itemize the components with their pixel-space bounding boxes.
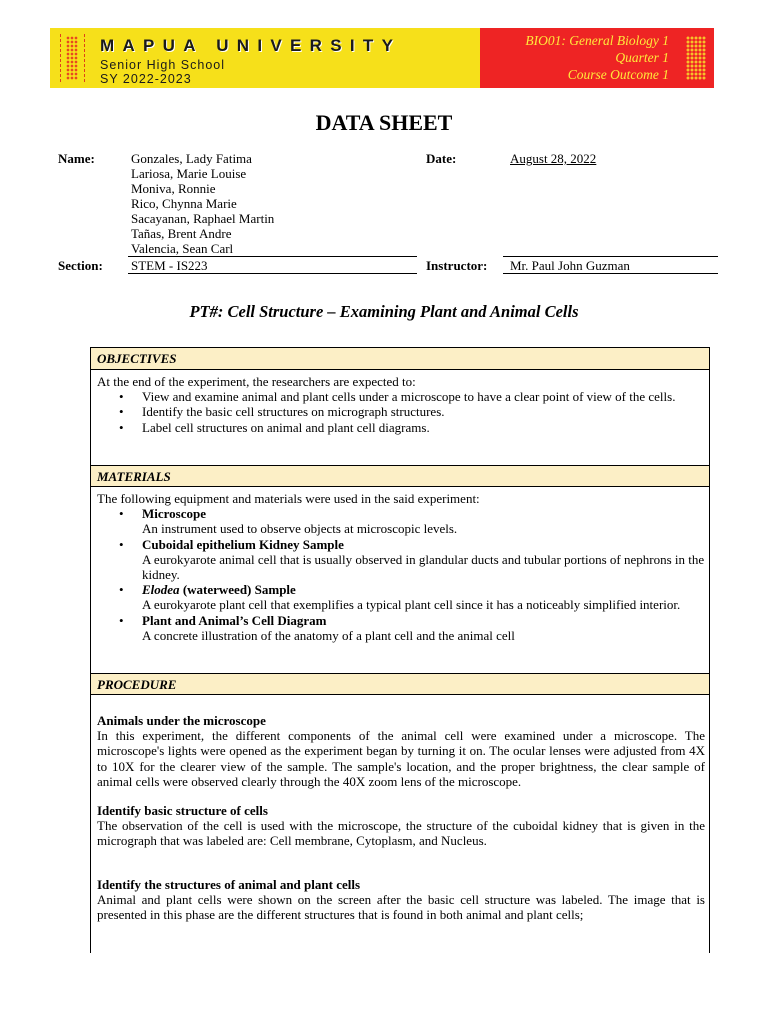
dot-pattern-decoration [686,36,706,80]
name-entry: Sacayanan, Raphael Martin [131,211,275,226]
course-outcome: Course Outcome 1 [567,67,669,82]
name-entry: Gonzales, Lady Fatima [131,151,252,166]
procedure-paragraph: In this experiment, the different components of the animal cell were examined under a microscope. The microscope's lights were opened as the experiment began by turning it on. The ocular lenses were adjusted from 4X to 10X for the clearer view of the sample. The sample's location, and the proper brightness, the clear sample of animal cells were observed clearly through the 40X zoom lens of the microscope. [97,728,705,789]
dashed-line-decoration [84,34,86,82]
instructor-value: Mr. Paul John Guzman [510,258,630,273]
course-code: BIO01: General Biology 1 [525,33,669,48]
list-item [97,506,705,536]
material-name: • Plant and Animal’s Cell Diagram [142,612,327,628]
instructor-bottom-rule [503,273,718,274]
list-item: • Label cell structures on animal and plant cell diagrams. [97,420,705,435]
name-entry: Rico, Chynna Marie [131,196,237,211]
name-label: Name: [58,151,95,166]
procedure-subtitle: Animals under the microscope [97,713,266,728]
instructor-label: Instructor: [426,258,488,273]
section-bottom-rule [128,273,417,274]
procedure-body [97,713,705,922]
list-item [97,537,705,583]
section-top-rule [128,256,417,257]
material-description: A eurokyarote plant cell that exemplifies a typical plant cell since it has a noticeably simplified interior. [142,597,681,613]
list-item: • View and examine animal and plant cells under a microscope to have a clear point of view of the cells. [97,389,705,404]
content-box [90,347,710,953]
header-banner-red [480,28,714,88]
material-description: A eurokyarote animal cell that is usually observed in glandular ducts and tubular portions of nephrons in the kidney. [142,551,705,583]
school-year: SY 2022-2023 [100,72,192,86]
material-name: • Cuboidal epithelium Kidney Sample [142,536,344,552]
procedure-paragraph: The observation of the cell is used with the microscope, the structure of the cuboidal kidney that is given in the micrograph that was labeled are: Cell membrane, Cytoplasm, and Nucleus. [97,818,705,849]
objectives-list [97,389,705,435]
material-name-rest: (waterweed) Sample [179,582,296,598]
section-label: Section: [58,258,103,273]
objectives-body [97,374,705,435]
material-name: • Microscope [142,506,207,522]
procedure-subtitle: Identify basic structure of cells [97,803,268,819]
list-item: • Identify the basic cell structures on micrograph structures. [97,404,705,419]
materials-intro: The following equipment and materials were used in the said experiment: [97,491,480,506]
material-name-italic: Elodea [142,582,180,598]
list-item [97,613,705,643]
procedure-paragraph: Animal and plant cells were shown on the screen after the basic cell structure was labeled. The image that is presented in this phase are the different structures that is found in both animal and plant cells; [97,891,705,923]
name-entry: Valencia, Sean Carl [131,241,234,256]
spacer [97,789,705,803]
materials-body [97,491,705,643]
objectives-intro: At the end of the experiment, the researchers are expected to: [97,374,416,389]
date-value: August 28, 2022 [510,151,597,166]
course-info [525,32,669,83]
procedure-heading: PROCEDURE [91,673,709,695]
spacer [97,849,705,877]
material-description: An instrument used to observe objects at microscopic levels. [142,521,458,537]
section-value: STEM - IS223 [131,258,208,273]
document-title: DATA SHEET [315,110,453,135]
objectives-heading: OBJECTIVES [91,348,709,370]
names-list [131,151,274,256]
name-entry: Tañas, Brent Andre [131,226,232,241]
materials-list [97,506,705,643]
procedure-subtitle: Identify the structures of animal and plant cells [97,876,361,892]
name-entry: Lariosa, Marie Louise [131,166,247,181]
course-quarter: Quarter 1 [615,50,669,65]
university-name: MAPUA UNIVERSITY [100,36,402,55]
materials-heading: MATERIALS [91,465,709,487]
material-name [142,582,705,597]
date-label: Date: [426,151,457,166]
name-entry: Moniva, Ronnie [131,181,216,196]
dashed-line-decoration [60,34,62,82]
school-name: Senior High School [100,58,226,72]
pt-title: PT#: Cell Structure – Examining Plant and Animal Cells [189,302,579,321]
list-item [97,582,705,612]
material-description: A concrete illustration of the anatomy of a plant cell and the animal cell [142,627,515,643]
dot-pattern-decoration [66,36,78,80]
instructor-top-rule [503,256,718,257]
